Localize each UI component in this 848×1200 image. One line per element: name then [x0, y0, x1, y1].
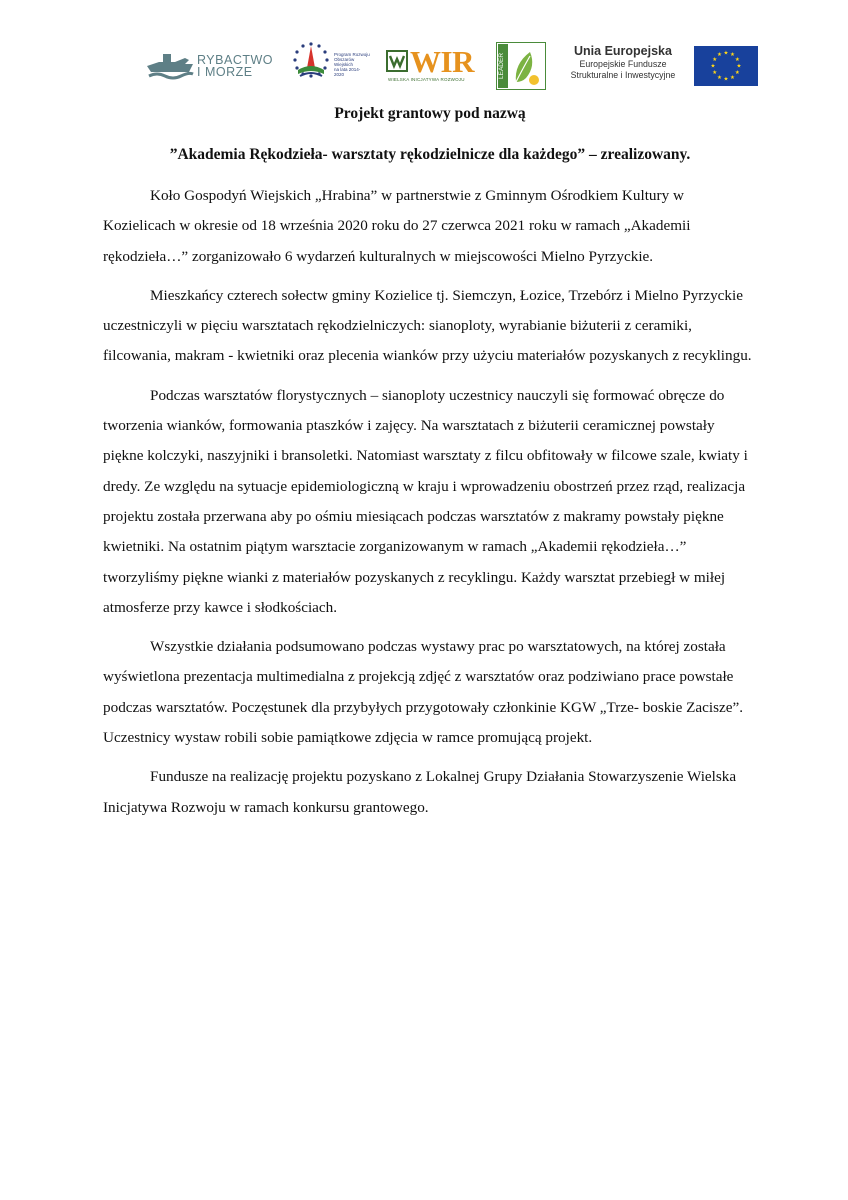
logo-strip — [0, 38, 848, 94]
rybactwo-i-morze-logo — [145, 52, 275, 84]
svg-text:★: ★ — [730, 74, 735, 81]
document-body — [103, 96, 757, 823]
fishing-boat-icon — [145, 52, 195, 84]
svg-text:★: ★ — [730, 52, 735, 59]
wir-name: WIR — [410, 44, 474, 79]
eu-title: Unia Europejska — [574, 44, 672, 58]
wir-mark-icon — [386, 50, 408, 72]
svg-text:★: ★ — [736, 63, 742, 70]
paragraph: Koło Gospodyń Wiejskich „Hrabina” w partnerstwie z Gminnym Ośrodkiem Kultury w Kozielicach w okresie od 18 września 2020 roku do 27 czerwca 2021 roku w ramach „Akademii rękodzieła…” zorganizowało 6 wydarzeń kulturalnych w miejscowości Mielno Pyrzyckie. — [103, 187, 691, 265]
leader-emblem-icon — [496, 42, 546, 90]
prow-caption-text: Program Rozwoju Obszarów Wiejskich — [334, 52, 370, 67]
prow-logo — [288, 38, 370, 92]
svg-text:★: ★ — [734, 70, 740, 76]
document-title-line1: Projekt grantowy pod nazwą — [334, 105, 526, 122]
svg-text:★: ★ — [710, 63, 716, 70]
svg-text:★: ★ — [723, 50, 729, 57]
rybactwo-line2: I MORZE — [197, 65, 253, 79]
eu-funds-logo — [563, 44, 763, 88]
paragraph: Podczas warsztatów florystycznych – sianoploty uczestnicy nauczyli się formować obręcze do tworzenia wianków, formowania ptaszków i zajęcy. Na warsztatach z biżuterii ceramicznej powstały piękne kolczyki, naszyjniki i bransoletki. Natomiast warsztaty z filcu obfitowały w filcowe szale, kwiaty i dredy. Ze względu na sytuacje epidemiologiczną w kraju i wprowadzeniu obostrzeń przez rząd, realizacja projektu została przerwana aby po ośmiu miesiącach podczas warsztatów z makramy powstały piękne kwietniki. Na ostatnim piątym warsztacie zorganizowanym w ramach „Akademii rękodzieła…” tworzyliśmy piękne wianki z materiałów pozyskanych z recyklingu. Każdy warsztat przebiegł w miłej atmosferze przy kawce i słodkościach. — [103, 386, 748, 616]
wir-logo — [386, 46, 486, 86]
prow-emblem-icon — [288, 38, 334, 92]
svg-text:★: ★ — [717, 74, 722, 81]
prow-years-text: na lata 2014-2020 — [334, 67, 361, 77]
eu-subtitle-2: Strukturalne i Inwestycyjne — [570, 70, 676, 80]
svg-text:★: ★ — [712, 57, 718, 63]
svg-text:★: ★ — [717, 52, 722, 59]
svg-text:★: ★ — [723, 76, 729, 83]
document-title-line2: ”Akademia Rękodzieła- warsztaty rękodzielnicze dla każdego” – zrealizowany. — [169, 146, 691, 163]
paragraph: Fundusze na realizację projektu pozyskano z Lokalnej Grupy Działania Stowarzyszenie Wielska Inicjatywa Rozwoju w ramach konkursu grantowego. — [103, 768, 737, 816]
svg-text:★: ★ — [734, 57, 740, 63]
eu-subtitle-1: Europejskie Fundusze — [579, 59, 667, 69]
paragraph: Mieszkańcy czterech sołectw gminy Kozielice tj. Siemczyn, Łozice, Trzebórz i Mielno Pyrzyckie uczestniczyli w pięciu warsztatach rękodzielniczych: sianoploty, wyrabianie biżuterii z ceramiki, filcowania, makram - kwietniki oraz plecenia wianków przy użyciu materiałów pozyskanych z recyklingu. — [103, 286, 752, 365]
paragraph: Wszystkie działania podsumowano podczas wystawy prac po warsztatowych, na której została wyświetlona prezentacja multimedialna z projekcją zdjęć z warsztatów oraz podziwiano prace powstałe podczas warsztatów. Poczęstunek dla przybyłych przygotowały członkinie KGW „Trze- boskie Zacisze”. Uczestnicy wystaw robili sobie pamiątkowe zdjęcia w ramce promującą projekt. — [103, 638, 744, 747]
eu-flag-icon — [694, 46, 758, 86]
rybactwo-line1: RYBACTWO — [197, 53, 273, 67]
leader-name: LEADER — [498, 52, 505, 80]
svg-text:★: ★ — [712, 70, 718, 76]
leader-logo — [496, 42, 546, 90]
wir-subtitle: WIELSKA INICJATYWA ROZWOJU — [388, 77, 465, 82]
